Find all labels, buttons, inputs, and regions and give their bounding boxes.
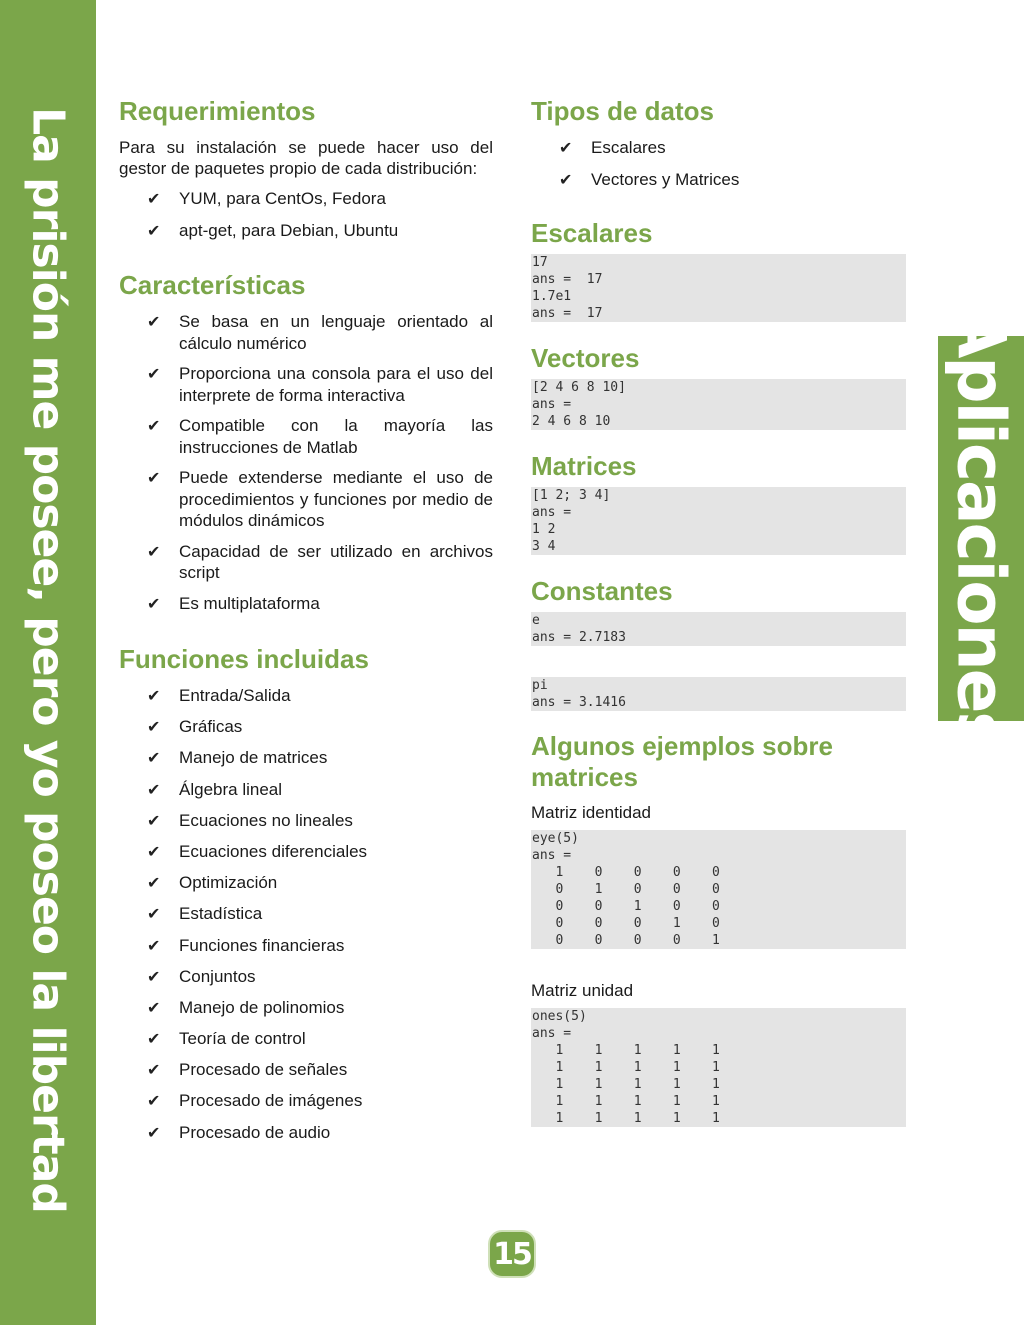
list-item: ✔ Escalares [531,137,906,159]
check-icon: ✔ [147,999,161,1017]
escalares-heading: Escalares [531,218,653,248]
requerimientos-heading: Requerimientos [119,96,316,126]
list-item: ✔ Se basa en un lenguaje orientado al cálculo numérico [147,312,493,353]
page-number-badge: 15 [488,1230,536,1278]
list-item: ✔ Ecuaciones no lineales [119,810,493,832]
list-item: ✔ Proporciona una consola para el uso del interprete de forma interactiva [147,364,493,405]
list-item: ✔ Entrada/Salida [119,685,493,707]
list-item: ✔ Compatible con la mayoría las instrucciones de Matlab [147,416,493,457]
check-icon: ✔ [147,595,161,613]
matriz-unidad-label: Matriz unidad [531,981,634,1000]
matriz-unidad-code: ones(5) ans = 1 1 1 1 1 1 1 1 1 1 1 1 1 1 1 1 1 1 1 1 1 1 1 1 1 [531,1008,906,1127]
constante-pi-code: pi ans = 3.1416 [531,677,906,711]
check-icon: ✔ [147,222,161,240]
list-item: ✔ Puede extenderse mediante el uso de procedimientos y funciones por medio de módulos dinámicos [147,468,493,530]
caracteristicas-heading: Características [119,270,306,300]
list-item: ✔ Manejo de matrices [119,747,493,769]
list-item: ✔ Funciones financieras [119,935,493,957]
caracteristicas-list [119,311,493,614]
list-item: ✔ Vectores y Matrices [531,169,906,191]
matriz-identidad-label: Matriz identidad [531,803,652,822]
list-item: ✔ Teoría de control [119,1028,493,1050]
matrices-heading: Matrices [531,451,637,481]
vectores-code: [2 4 6 8 10] ans = 2 4 6 8 10 [531,379,906,430]
list-item: ✔ Estadística [119,903,493,925]
check-icon: ✔ [147,191,161,208]
funciones-list [119,685,493,1143]
check-icon: ✔ [147,906,161,924]
check-icon: ✔ [147,719,161,737]
constantes-heading: Constantes [531,576,673,606]
check-icon: ✔ [147,314,161,331]
check-icon: ✔ [147,366,161,383]
list-item: ✔ YUM, para CentOs, Fedora [119,188,493,210]
check-icon: ✔ [147,543,161,561]
list-item: ✔ Manejo de polinomios [119,997,493,1019]
check-icon: ✔ [147,1093,161,1111]
constante-e-code: e ans = 2.7183 [531,612,906,646]
check-icon: ✔ [147,1031,161,1049]
check-icon: ✔ [147,781,161,799]
escalares-code: 17 ans = 17 1.7e1 ans = 17 [531,254,906,322]
check-icon: ✔ [147,1124,161,1142]
check-icon: ✔ [559,140,573,157]
list-item: ✔ Es multiplataforma [119,593,493,615]
list-item: ✔ Procesado de audio [119,1122,493,1144]
check-icon: ✔ [147,843,161,861]
matriz-identidad-code: eye(5) ans = 1 0 0 0 0 0 1 0 0 0 0 0 1 0 0 0 0 0 1 0 0 0 0 0 1 [531,830,906,949]
check-icon: ✔ [147,968,161,986]
check-icon: ✔ [147,812,161,830]
check-icon: ✔ [559,171,573,189]
list-item: ✔ apt-get, para Debian, Ubuntu [119,220,493,242]
check-icon: ✔ [147,937,161,955]
list-item: ✔ Conjuntos [119,966,493,988]
list-item: ✔ Gráficas [119,716,493,738]
right-column [531,96,906,1127]
section-tab [938,307,1024,749]
list-item: ✔ Procesado de señales [119,1059,493,1081]
list-item: ✔ Álgebra lineal [119,779,493,801]
list-item: ✔ Capacidad de ser utilizado en archivos script [147,541,493,582]
list-item: ✔ Optimización [119,872,493,894]
left-column [119,96,493,1143]
check-icon: ✔ [147,1062,161,1080]
matrices-code: [1 2; 3 4] ans = 1 2 3 4 [531,487,906,555]
tipos-heading: Tipos de datos [531,96,714,126]
ejemplos-heading: Algunos ejemplos sobre matrices [531,731,833,792]
check-icon: ✔ [147,470,161,487]
requerimientos-text: Para su instalación se puede hacer uso del gestor de paquetes propio de cada distribución: [119,138,493,178]
tipos-list [531,137,906,190]
check-icon: ✔ [147,688,161,705]
vectores-heading: Vectores [531,343,640,373]
list-item: ✔ Procesado de imágenes [119,1090,493,1112]
funciones-heading: Funciones incluidas [119,644,369,674]
check-icon: ✔ [147,750,161,768]
section-tab-label: Aplicaciones [942,307,1020,749]
check-icon: ✔ [147,875,161,893]
side-title: La prisión me posee, pero yo poseo la libertad [22,107,74,1213]
list-item: ✔ Ecuaciones diferenciales [119,841,493,863]
requerimientos-list [119,188,493,241]
check-icon: ✔ [147,418,161,435]
left-sidebar-band [0,0,96,1325]
